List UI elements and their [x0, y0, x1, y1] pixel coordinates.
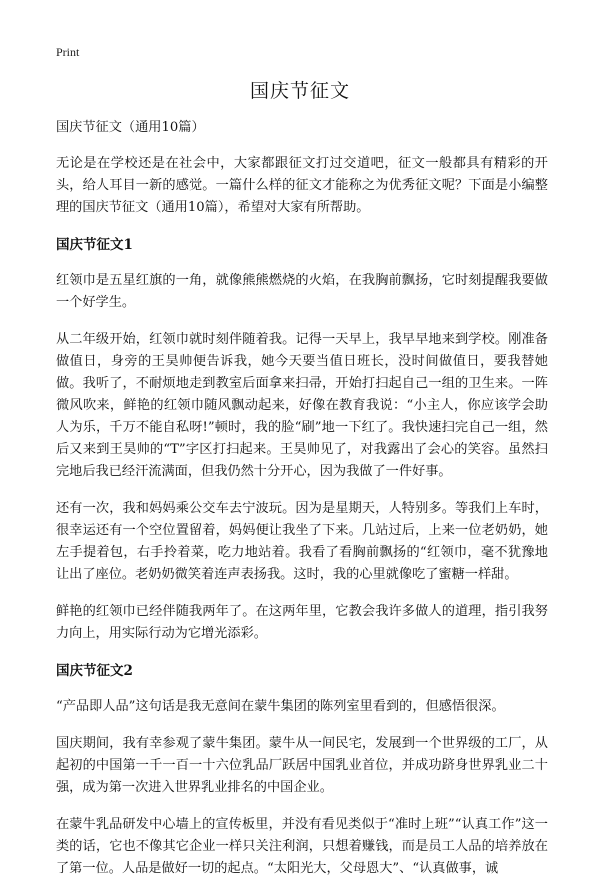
intro-paragraph: 无论是在学校还是在社会中，大家都跟征文打过交道吧，征文一般都具有精彩的开头，给人耳目一新的感觉。一篇什么样的征文才能称之为优秀征文呢？下面是小编整理的国庆节征文（通用10篇），希望对大家有所帮助。: [56, 156, 548, 215]
section-2-paragraph-2: 国庆期间，我有幸参观了蒙牛集团。蒙牛从一间民宅，发展到一个世界级的工厂，从起初的中国第一千一百一十六位乳品厂跃居中国乳业首位，并成功跻身世界乳业二十强，成为第一次进入世界乳业排名的中国企业。: [56, 736, 548, 795]
section-1-paragraph-1: 红领巾是五星红旗的一角，就像熊熊燃烧的火焰，在我胸前飘扬，它时刻提醒我要做一个好学生。: [56, 273, 548, 310]
section-2-paragraph-1: “产品即人品”这句话是我无意间在蒙牛集团的陈列室里看到的，但感悟很深。: [56, 699, 505, 714]
section-heading-1: 国庆节征文1: [56, 237, 133, 253]
section-heading-2: 国庆节征文2: [56, 663, 133, 679]
article-body: [56, 117, 548, 895]
section-1-paragraph-4: 鲜艳的红领巾已经伴随我两年了。在这两年里，它教会我许多做人的道理，指引我努力向上，用实际行动为它增光添彩。: [56, 604, 548, 641]
article-subtitle: 国庆节征文（通用10篇）: [56, 120, 205, 135]
page-title: 国庆节征文: [249, 80, 350, 102]
section-2-paragraph-3: 在蒙牛乳品研发中心墙上的宣传板里，并没有看见类似于“准时上班”“认真工作”这一类的话，它也不像其它企业一样只关注利润，只想着赚钱，而是员工人品的培养放在了第一位。人品是做好一切的起点。“太阳光大，父母恩大”、“认真做事，诚: [56, 817, 548, 876]
print-link[interactable]: Print: [56, 45, 80, 59]
section-1-paragraph-3: 还有一次，我和妈妈乘公交车去宁波玩。因为是星期天，人特别多。等我们上车时，很幸运还有一个空位置留着，妈妈便让我坐了下来。几站过后，上来一位老奶奶，她左手提着包，右手拎着菜，吃力地站着。我看了看胸前飘扬的“红领巾，毫不犹豫地让出了座位。老奶奶微笑着连声表扬我。这时，我的心里就像吃了蜜糖一样甜。: [56, 501, 548, 582]
section-1-paragraph-2: 从二年级开始，红领巾就时刻伴随着我。记得一天早上，我早早地来到学校。刚准备做值日，身旁的王昊帅便告诉我，她今天要当值日班长，没时间做值日，要我替她做。我听了，不耐烦地走到教室后面拿来扫帚，开始打扫起自己一组的卫生来。一阵微风吹来，鲜艳的红领巾随风飘动起来，好像在教育我说：“小主人，你应该学会助人为乐，千万不能自私呀!”顿时，我的脸“刷”地一下红了。我快速扫完自己一组，然后又来到王昊帅的“T”字区打扫起来。王昊帅见了，对我露出了会心的笑容。虽然扫完地后我已经汗流满面，但我仍然十分开心，因为我做了一件好事。: [56, 332, 548, 479]
